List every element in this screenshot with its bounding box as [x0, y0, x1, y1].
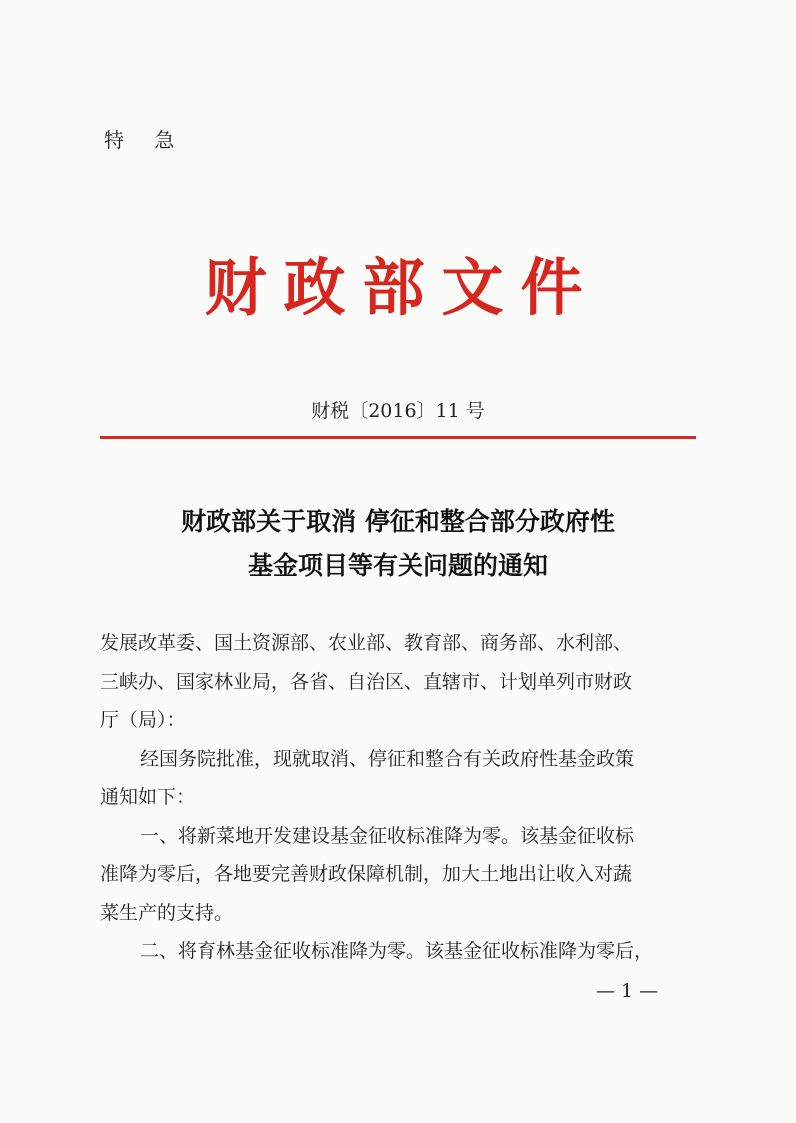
body-line-2: 三峡办、国家林业局，各省、自治区、直辖市、计划单列市财政: [100, 670, 633, 693]
red-separator-line: [100, 436, 696, 439]
document-body: [100, 624, 700, 971]
title-line-2: 基金项目等有关问题的通知: [247, 551, 548, 580]
body-line-3: 厅（局）：: [100, 709, 186, 731]
title-line-1: 财政部关于取消 停征和整合部分政府性: [181, 507, 615, 536]
page-number: — 1 —: [596, 980, 659, 1002]
body-line-9: 二、将育林基金征收标准降为零。该基金征收标准降为零后，: [140, 940, 654, 962]
body-line-4: 经国务院批准，现就取消、停征和整合有关政府性基金政策: [140, 747, 635, 770]
urgency-mark: 特 急: [104, 128, 187, 152]
document-header: 财政部文件: [204, 251, 600, 324]
body-line-8: 菜生产的支持。: [100, 901, 234, 924]
body-line-6: 一、将新菜地开发建设基金征收标准降为零。该基金征收标: [140, 824, 635, 847]
body-line-5: 通知如下：: [100, 786, 196, 808]
document-title: [0, 500, 796, 588]
document-number: 财税〔2016〕11 号: [311, 400, 485, 422]
body-line-7: 准降为零后，各地要完善财政保障机制，加大土地出让收入对蔬: [100, 863, 633, 885]
body-line-1: 发展改革委、国土资源部、农业部、教育部、商务部、水利部、: [100, 632, 633, 654]
